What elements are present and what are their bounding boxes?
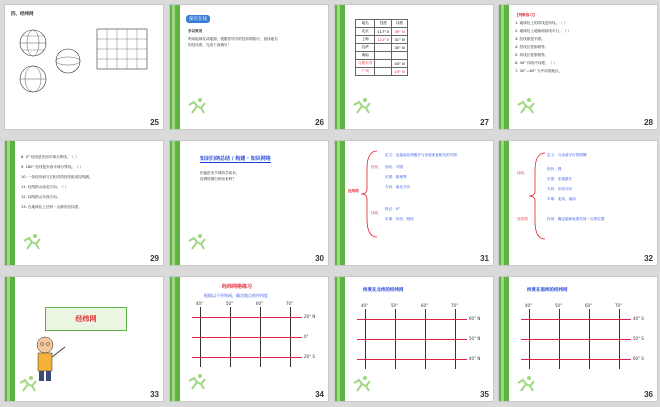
side-bar-stripe bbox=[337, 277, 340, 401]
mindmap-item: 方向：南北方向 bbox=[385, 185, 411, 189]
parallel-line bbox=[192, 337, 302, 338]
side-bar-stripe bbox=[501, 5, 504, 129]
mindmap-root: 经纬网 bbox=[348, 189, 359, 193]
coordinates-table bbox=[355, 19, 408, 76]
table-cell: 拉萨 bbox=[356, 44, 375, 52]
slide-title: 【判断练习】 bbox=[515, 13, 537, 17]
slide-thumbnail-25[interactable] bbox=[4, 4, 164, 130]
slide-number: 27 bbox=[480, 118, 489, 127]
parallel-line bbox=[192, 357, 302, 358]
mindmap-bracket bbox=[359, 149, 379, 239]
mindmap-item: 半球：北纬、南纬 bbox=[547, 197, 576, 201]
slide-thumbnail-32[interactable] bbox=[498, 140, 658, 266]
slide-line: 3. 经线都是半圆。 bbox=[515, 37, 545, 41]
latitude-label: 20° N bbox=[304, 314, 316, 319]
slide-thumbnail-27[interactable] bbox=[334, 4, 494, 130]
slide-line: 用网络图归纳出来吗？ bbox=[200, 177, 236, 181]
slide-line: 你能把本节课所学知识， bbox=[200, 171, 240, 175]
parallel-line bbox=[357, 339, 467, 340]
runner-icon bbox=[184, 233, 210, 251]
mindmap-branch: 经线 bbox=[371, 165, 379, 169]
side-bar-stripe bbox=[172, 277, 175, 401]
slide-title: 经纬网格练习 bbox=[222, 284, 253, 290]
slide-thumbnail-30[interactable] bbox=[169, 140, 329, 266]
table-cell: 上海 bbox=[356, 36, 375, 44]
slide-line: 的经纬度，完成下表填写！ bbox=[188, 43, 232, 47]
table-cell bbox=[392, 52, 407, 60]
slide-line: 利用地球仪或地图，根据你所学的经纬网知识，查找地名 bbox=[188, 37, 278, 41]
mindmap-item: 长度：赤道最长 bbox=[547, 177, 573, 181]
slide-number: 33 bbox=[150, 390, 159, 399]
slide-number: 29 bbox=[150, 254, 159, 263]
side-bar-stripe bbox=[337, 5, 340, 129]
section-label-box: 经纬网 bbox=[45, 307, 127, 331]
slide-number: 32 bbox=[644, 254, 653, 263]
runner-icon bbox=[19, 233, 45, 251]
latitude-label: 60° S bbox=[633, 356, 644, 361]
table-cell: 117° E bbox=[375, 28, 392, 36]
runner-icon bbox=[15, 375, 41, 393]
side-bar-stripe bbox=[172, 141, 175, 265]
longitude-label: 40° bbox=[361, 303, 369, 308]
slide-line: 4. 经线长度都相等。 bbox=[515, 45, 549, 49]
longitude-label: 70° bbox=[615, 303, 623, 308]
table-cell: 海南 bbox=[356, 52, 375, 60]
slide-number: 31 bbox=[480, 254, 489, 263]
slide-number: 26 bbox=[315, 118, 324, 127]
slide-thumbnail-34[interactable] bbox=[169, 276, 329, 402]
mindmap-item: 定义：连接南北两极并与赤道垂直相交的半圆 bbox=[385, 153, 457, 157]
slide-thumbnail-26[interactable] bbox=[169, 4, 329, 130]
slide-line: 1. 地球仪上的纬线是纬线。（ ） bbox=[515, 21, 568, 25]
parallel-line bbox=[521, 339, 631, 340]
longitude-label: 40° bbox=[196, 301, 204, 306]
slide-line: 6. 40° 纬线中纬度。（ ） bbox=[515, 61, 557, 65]
latitude-label: 0° bbox=[304, 334, 309, 339]
table-cell: 乌鲁木齐 bbox=[356, 60, 375, 68]
mindmap-branch: 纬线 bbox=[517, 171, 525, 175]
longitude-label: 40° bbox=[525, 303, 533, 308]
mindmap-item: 形状：半圆 bbox=[385, 165, 403, 169]
side-bar-stripe bbox=[172, 5, 175, 129]
latitude-label: 40° N bbox=[469, 356, 481, 361]
slide-line: 13. 在地球仪上任何一点都有经纬度。 bbox=[21, 205, 82, 209]
table-header: 地名 bbox=[356, 20, 375, 28]
slide-line: 7. 30°—60° 为中纬度地区。 bbox=[515, 69, 563, 73]
table-cell bbox=[375, 68, 392, 76]
slide-thumbnail-28[interactable] bbox=[498, 4, 658, 130]
runner-icon bbox=[349, 97, 375, 115]
table-cell: 北京 bbox=[356, 28, 375, 36]
slide-line: 2. 地球仪上地轴和纬线平行。（ ） bbox=[515, 29, 572, 33]
mindmap-item: 作用：确定地球表面任何一点的位置 bbox=[547, 217, 605, 221]
slide-number: 30 bbox=[315, 254, 324, 263]
runner-icon bbox=[513, 97, 539, 115]
slide-line: 10. 一条经线和与它相对的经线组成经线圈。 bbox=[21, 175, 93, 179]
longitude-label: 50° bbox=[555, 303, 563, 308]
table-header: 经度 bbox=[375, 20, 392, 28]
longitude-label: 70° bbox=[451, 303, 459, 308]
slide-thumbnail-36[interactable] bbox=[498, 276, 658, 402]
slide-title: 知识归纳总结 / 构建 · 知识网络 bbox=[200, 156, 271, 162]
grid-diagram bbox=[95, 27, 155, 77]
table-cell bbox=[375, 60, 392, 68]
globe-diagram bbox=[13, 21, 93, 101]
table-cell bbox=[375, 44, 392, 52]
table-cell: 31° N bbox=[392, 36, 407, 44]
parallel-line bbox=[357, 359, 467, 360]
slide-number: 34 bbox=[315, 390, 324, 399]
longitude-label: 60° bbox=[421, 303, 429, 308]
mindmap-item: 方向：东西方向 bbox=[547, 187, 573, 191]
table-cell: 39° N bbox=[392, 28, 407, 36]
table-cell: 30° N bbox=[392, 44, 407, 52]
longitude-label: 50° bbox=[391, 303, 399, 308]
longitude-label: 50° bbox=[226, 301, 234, 306]
runner-icon bbox=[184, 373, 210, 391]
slide-number: 36 bbox=[644, 390, 653, 399]
mindmap-branch: 经纬网 bbox=[517, 217, 528, 221]
parallel-line bbox=[192, 317, 302, 318]
slide-heading: 四、经纬网 bbox=[11, 12, 34, 17]
slide-number: 28 bbox=[644, 118, 653, 127]
mindmap-item: 长度：都相等 bbox=[385, 175, 407, 179]
table-cell: 广州 bbox=[356, 68, 375, 76]
slide-number: 35 bbox=[480, 390, 489, 399]
mindmap-bracket bbox=[527, 151, 547, 241]
slide-line: 11. 经线指示南北方向。（ ） bbox=[21, 185, 69, 189]
side-bar-stripe bbox=[501, 141, 504, 265]
latitude-label: 50° S bbox=[633, 336, 644, 341]
mindmap-item: 形状：圆 bbox=[547, 167, 562, 171]
slide-line: 9. 180° 经线是东西半球分界线。（ ） bbox=[21, 165, 84, 169]
latitude-label: 40° S bbox=[633, 316, 644, 321]
side-bar-stripe bbox=[337, 141, 340, 265]
slide-thumbnail-31[interactable] bbox=[334, 140, 494, 266]
side-bar-stripe bbox=[7, 141, 10, 265]
runner-icon bbox=[513, 375, 539, 393]
table-header: 纬度 bbox=[392, 20, 407, 28]
slide-title: 纬度在北纬的经纬网 bbox=[363, 288, 404, 293]
parallel-line bbox=[521, 319, 631, 320]
slide-line: 学以致用 bbox=[188, 29, 203, 33]
slide-number: 25 bbox=[150, 118, 159, 127]
latitude-label: 20° S bbox=[304, 354, 315, 359]
longitude-label: 70° bbox=[286, 301, 294, 306]
slide-line: 8. 0° 经线是东西半球分界线。（ ） bbox=[21, 155, 79, 159]
slide-subtitle: 根据以下经纬网，确定地点的经纬度 bbox=[204, 293, 268, 298]
mindmap-item: 特点：0° bbox=[385, 207, 400, 211]
mindmap-item: 半球：东经、西经 bbox=[385, 217, 414, 221]
slide-line: 5. 纬线长度都相等。 bbox=[515, 53, 549, 57]
slide-line: 12. 纬线指示东西方向。 bbox=[21, 195, 61, 199]
parallel-line bbox=[521, 359, 631, 360]
slide-title: 纬度在南纬的经纬网 bbox=[527, 288, 568, 293]
table-cell: 121° E bbox=[375, 36, 392, 44]
latitude-label: 60° N bbox=[469, 316, 481, 321]
slide-thumbnail-33[interactable] bbox=[4, 276, 164, 402]
side-bar-stripe bbox=[7, 277, 10, 401]
table-cell: 23° N bbox=[392, 68, 407, 76]
section-badge: 探究在线 bbox=[186, 15, 210, 23]
parallel-line bbox=[357, 319, 467, 320]
side-bar-stripe bbox=[501, 277, 504, 401]
latitude-label: 50° N bbox=[469, 336, 481, 341]
longitude-label: 60° bbox=[256, 301, 264, 306]
table-cell bbox=[375, 52, 392, 60]
mindmap-branch: 纬线 bbox=[371, 211, 379, 215]
slide-thumbnail-35[interactable] bbox=[334, 276, 494, 402]
mindmap-item: 定义：与赤道平行的圆圈 bbox=[547, 153, 587, 157]
slide-thumbnail-29[interactable] bbox=[4, 140, 164, 266]
table-cell: 44° N bbox=[392, 60, 407, 68]
runner-icon bbox=[349, 375, 375, 393]
runner-icon bbox=[184, 97, 210, 115]
longitude-label: 60° bbox=[585, 303, 593, 308]
